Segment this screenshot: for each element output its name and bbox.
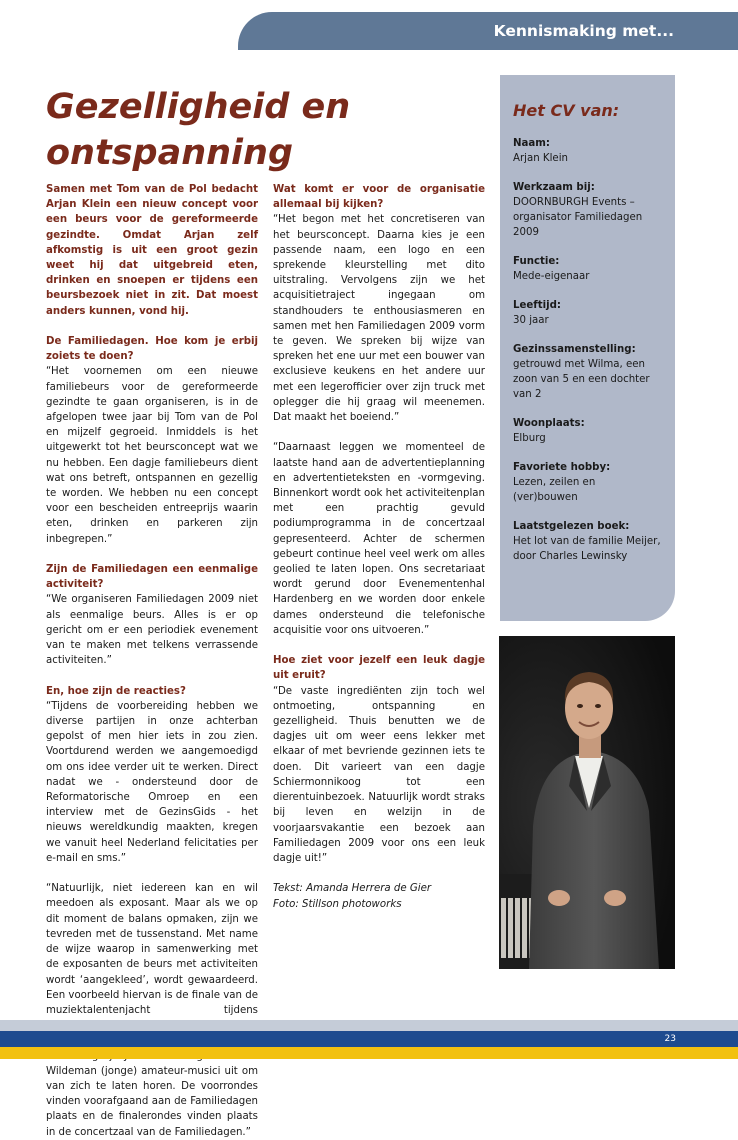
cv-label: Functie: bbox=[513, 256, 560, 267]
portrait-illustration bbox=[499, 636, 675, 969]
cv-item-woonplaats bbox=[513, 416, 663, 446]
answer-3-continued: “Natuurlijk, niet iedereen kan en wil meedoen als exposant. Maar als we op dit moment de balans opmaken, zijn we tevreden met de tussenstand. Met name de wijze waarop in samenwerking met de exposanten de beurs met activiteiten wordt ‘aangekleed’, wordt gewaardeerd. Een voorbeeld hiervan is de finale van de muziektalentenjacht tijdens Wildeman (jonge) amateur-musici uit om van zich te laten horen. De voorrondes vinden voorafgaand aan de Familiedagen plaats en de finalerondes vinden plaats in de concertzaal van de Familiedagen.” bbox=[46, 883, 258, 1138]
cv-item-leeftijd bbox=[513, 298, 663, 328]
question-1: De Familiedagen. Hoe kom je erbij zoiets te doen? bbox=[46, 336, 258, 363]
cv-value: Elburg bbox=[513, 433, 546, 444]
cv-label: Woonplaats: bbox=[513, 418, 585, 429]
cv-label: Werkzaam bij: bbox=[513, 182, 595, 193]
page-number: 23 bbox=[664, 1034, 676, 1044]
answer-4: “Het begon met het concretiseren van het beursconcept. Daarna kies je een passende naam, een logo en een sprekende kleurstelling met dito uitstraling. Vervolgens zijn we het acquisitietraject ingegaan om standhouders te enthousiasmeren en samen met hen Familiedagen 2009 vorm te geven. We spreken bij wijze van spreken het ene uur met een bouwer van exclusieve keukens en het andere uur met een legerofficier over zijn truck met oplegger die hij graag wil meenemen. Dat maakt het boeiend.” bbox=[273, 214, 485, 424]
question-4: Wat komt er voor de organisatie allemaal bij kijken? bbox=[273, 184, 485, 211]
cv-label: Favoriete hobby: bbox=[513, 462, 611, 473]
cv-item-boek bbox=[513, 519, 663, 564]
answer-5: “De vaste ingrediënten zijn toch wel ontmoeting, ontspanning en gezelligheid. Thuis benutten we de dagjes uit om weer eens lekker met elkaar of met bevriende gezinnen iets te doen. Dit varieert van een dagje Schiermonnikoog tot een dierentuinbezoek. Natuurlijk wordt straks bij leven en welzijn in de voorjaarsvakantie een bezoek aan Familiedagen 2009 voor ons een leuk dagje uit!” bbox=[273, 685, 485, 864]
footer-stripe-blue bbox=[0, 1031, 738, 1047]
cv-label: Leeftijd: bbox=[513, 300, 561, 311]
cv-value: Het lot van de familie Meijer, door Charles Lewinsky bbox=[513, 536, 661, 562]
portrait-photo bbox=[499, 636, 675, 969]
cv-item-gezin bbox=[513, 342, 663, 402]
article-intro: Samen met Tom van de Pol bedacht Arjan Klein een nieuw concept voor een beurs voor de gereformeerde gezindte. Omdat Arjan zelf afkomstig is uit een groot gezin weet hij dat uitgebreid eten, drinken en snoepen er tijdens een beursbezoek niet in zit. Dat moest anders kunnen, vond hij. bbox=[46, 184, 258, 317]
cv-item-functie bbox=[513, 254, 663, 284]
cv-item-werkzaam bbox=[513, 180, 663, 240]
credit-text: Tekst: Amanda Herrera de Gier bbox=[273, 883, 432, 895]
cv-item-naam bbox=[513, 136, 663, 166]
qa-block-2 bbox=[46, 562, 258, 668]
cv-value: DOORNBURGH Events – organisator Familiedagen 2009 bbox=[513, 197, 643, 238]
answer-2: “We organiseren Familiedagen 2009 niet als eenmalige beurs. Alles is er op gericht om er een periodiek evenement van te maken met telkens verrassende activiteiten.” bbox=[46, 594, 258, 667]
article-column-1 bbox=[46, 182, 258, 1140]
cv-value: Lezen, zeilen en (ver)bouwen bbox=[513, 477, 596, 503]
cv-sidebar bbox=[500, 75, 675, 621]
question-3: En, hoe zijn de reacties? bbox=[46, 685, 186, 697]
cv-item-hobby bbox=[513, 460, 663, 505]
cv-label: Naam: bbox=[513, 138, 550, 149]
question-5: Hoe ziet voor jezelf een leuk dagje uit eruit? bbox=[273, 655, 485, 682]
answer-1: “Het voornemen om een nieuwe familiebeurs voor de gereformeerde gezindte te gaan organiseren, is in de afgelopen twee jaar bij Tom van de Pol en mijzelf gegroeid. Inmiddels is het uitgewerkt tot het beursconcept wat we nu hebben. Een dagje familiebeurs dient wat ons betreft, ontspannen en gezellig te worden. We hebben nu een concept voor een bescheiden entreeprijs waarin eten, drinken en parkeren zijn inbegrepen.” bbox=[46, 366, 258, 545]
cv-label: Gezinssamenstelling: bbox=[513, 344, 636, 355]
footer-stripe-yellow bbox=[0, 1047, 738, 1059]
section-title: Kennismaking met... bbox=[493, 22, 674, 40]
answer-3: “Tijdens de voorbereiding hebben we diverse partijen in onze achterban gepolst of men hier iets in zou zien. Voortdurend werden we aangemoedigd om ons idee verder uit te werken. Direct nadat we - ondersteund door de Reformatorische Omroep en een interview met de GezinsGids - het nieuws wereldkundig maakten, kregen we vanuit heel Nederland felicitaties per e-mail en sms.” bbox=[46, 700, 258, 864]
cv-value: Mede-eigenaar bbox=[513, 271, 590, 282]
question-2: Zijn de Familiedagen een eenmalige activiteit? bbox=[46, 564, 258, 591]
article-headline bbox=[46, 84, 466, 176]
article-credits bbox=[273, 881, 485, 911]
footer-stripe-grey bbox=[0, 1020, 738, 1031]
qa-block-4 bbox=[273, 182, 485, 425]
qa-block-3 bbox=[46, 684, 258, 866]
credit-photo: Foto: Stillson photoworks bbox=[273, 898, 402, 910]
cv-value: Arjan Klein bbox=[513, 153, 568, 164]
section-header-tab bbox=[238, 12, 738, 50]
qa-block-5 bbox=[273, 653, 485, 866]
headline-line-2: ontspanning bbox=[46, 133, 293, 173]
answer-4-continued: “Daarnaast leggen we momenteel de laatste hand aan de advertentieplanning en advertentieteksten en -vormgeving. Binnenkort wordt ook het activiteitenplan met een prachtig gevuld podiumprogramma in de concertzaal gepresenteerd. Achter de schermen gebeurt continue heel veel werk om alles geolied te laten lopen. Ons secretariaat wordt gerund door Evenementenhal Hardenberg en we worden door enkele dames ondersteund die telefonische acquisitie voor ons uitvoeren.” bbox=[273, 442, 485, 636]
cv-label: Laatstgelezen boek: bbox=[513, 521, 630, 532]
cv-title: Het CV van: bbox=[513, 101, 620, 120]
cv-value: getrouwd met Wilma, een zoon van 5 en een dochter van 2 bbox=[513, 359, 650, 400]
headline-line-1: Gezelligheid en bbox=[46, 87, 351, 127]
qa-block-1 bbox=[46, 334, 258, 547]
article-column-2 bbox=[273, 182, 485, 912]
cv-value: 30 jaar bbox=[513, 315, 549, 326]
